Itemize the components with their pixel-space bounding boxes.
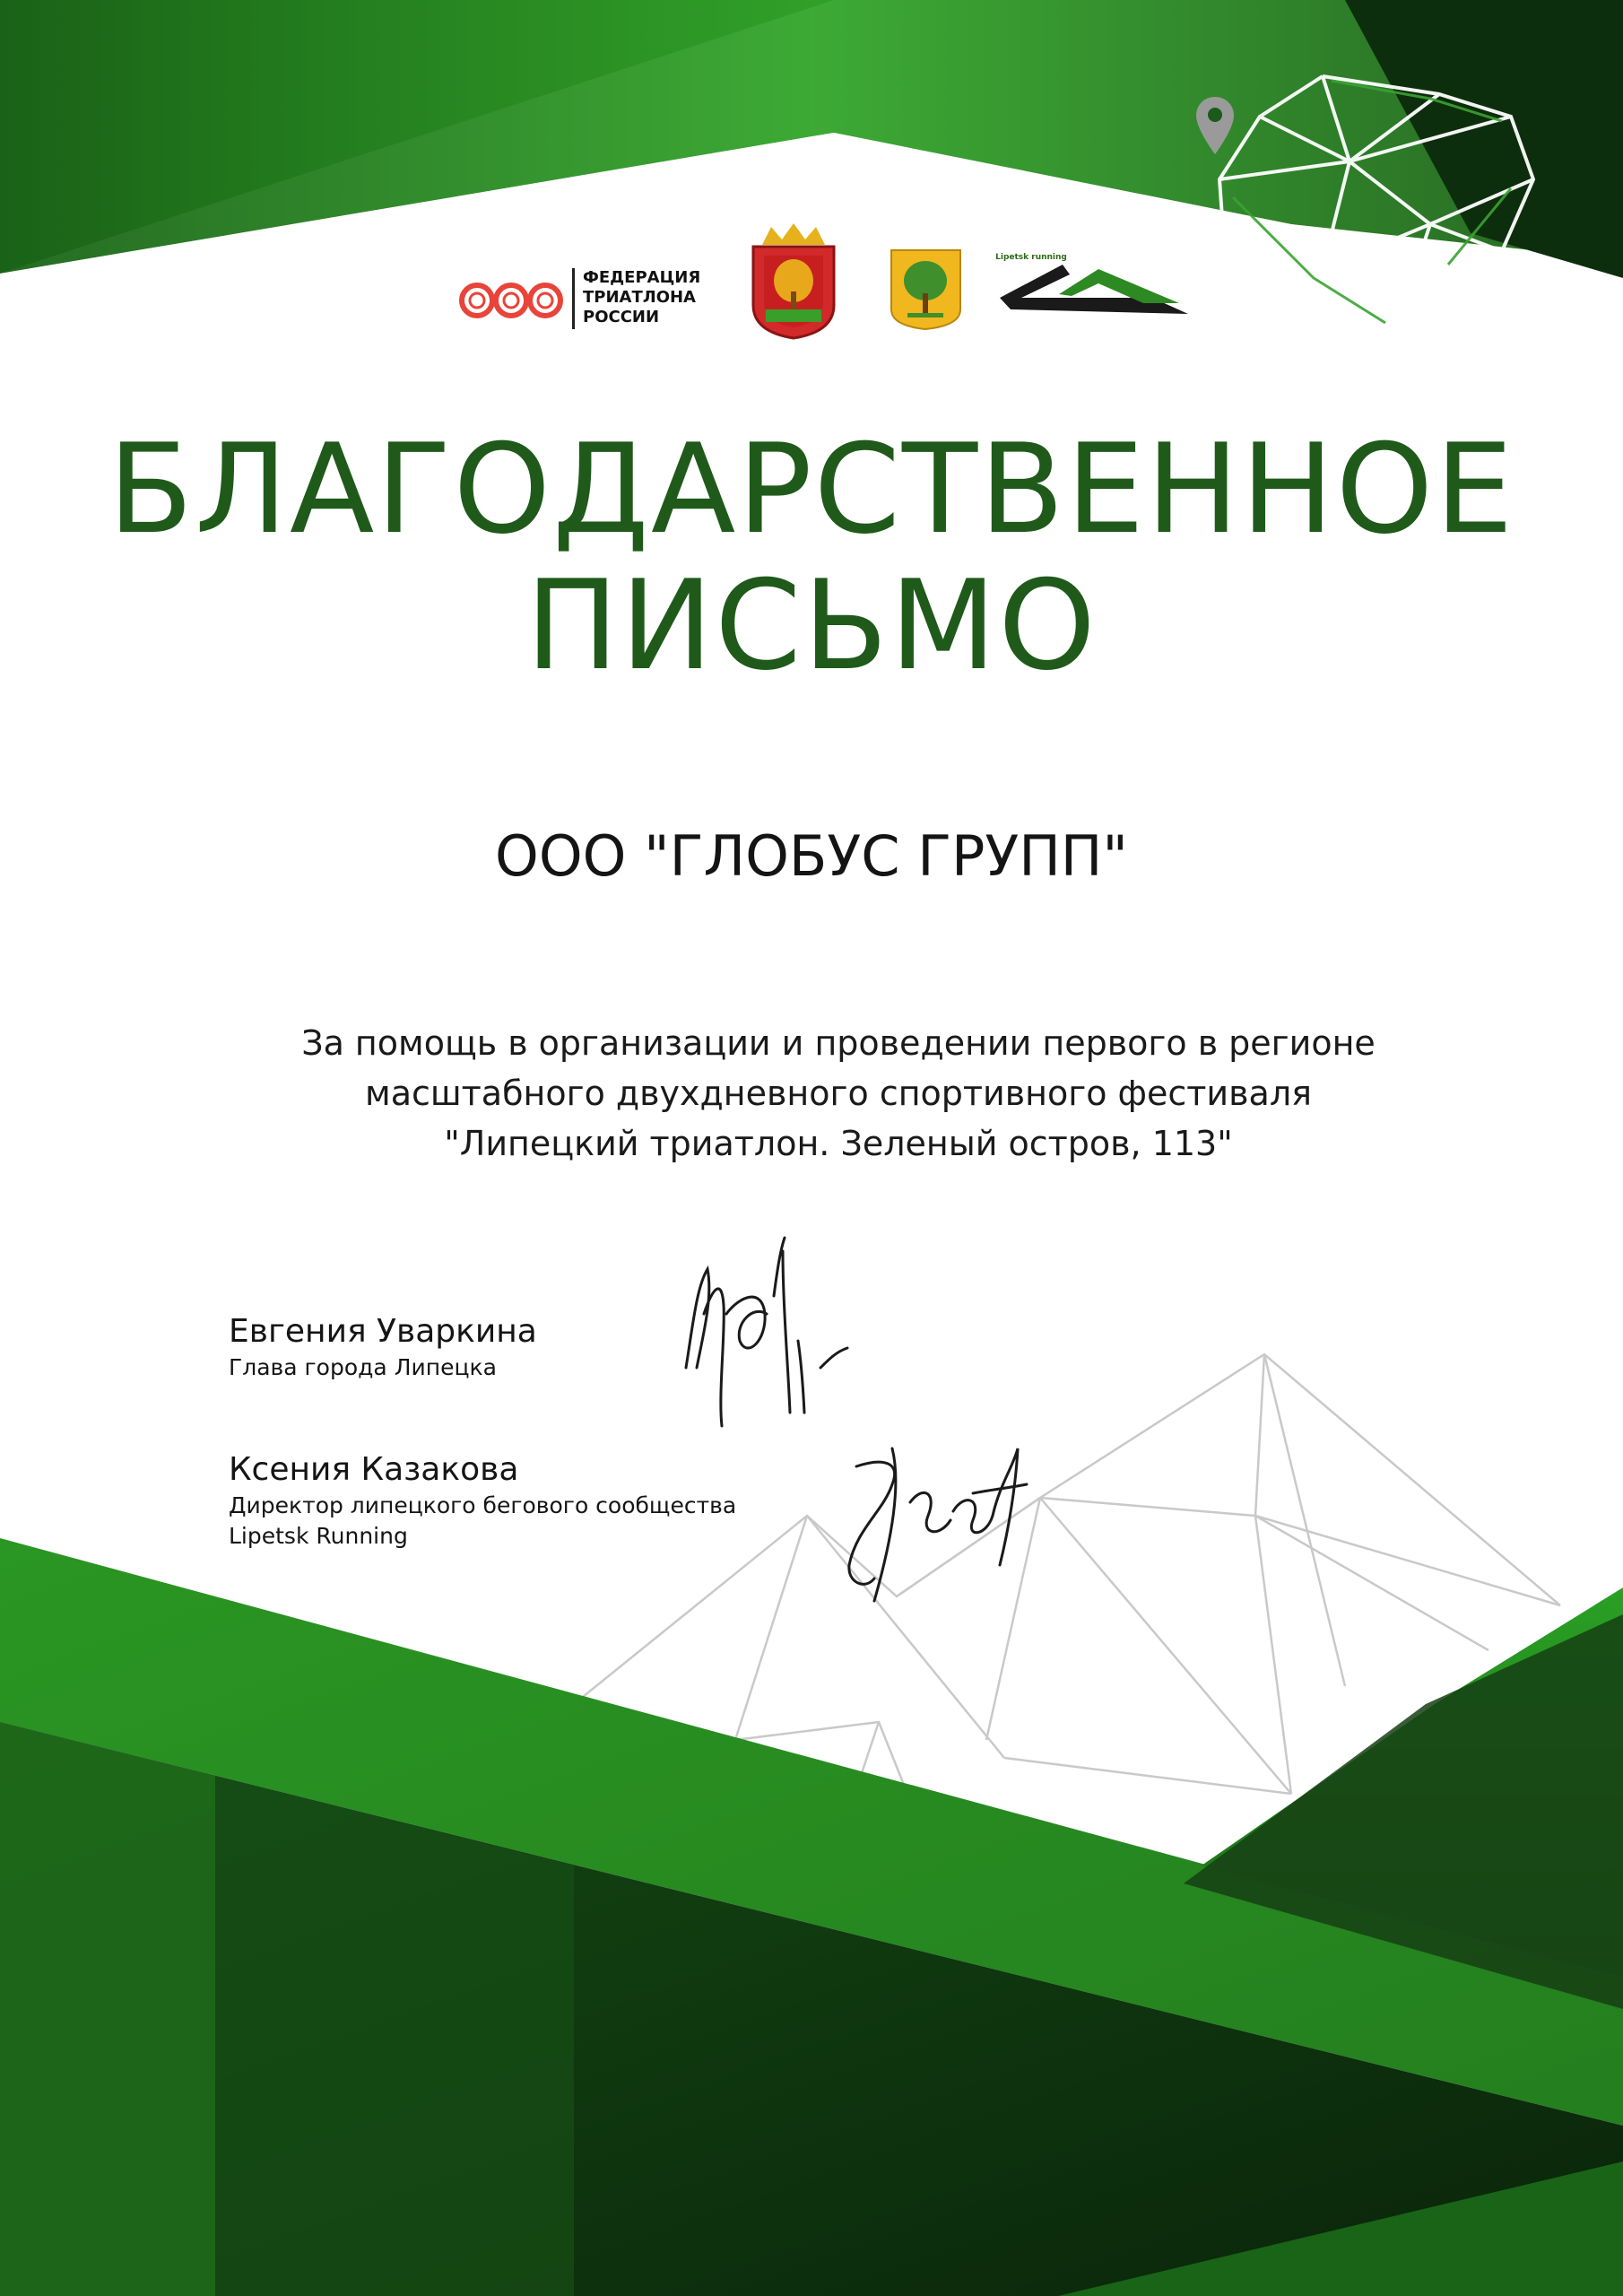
lower-left-block	[0, 1722, 215, 2296]
signature-uvarkina-icon	[677, 1233, 856, 1439]
title-line-2: ПИСЬМО	[525, 553, 1098, 698]
federation-line-1: ФЕДЕРАЦИЯ	[583, 268, 701, 287]
signer-name: Ксения Казакова	[229, 1451, 519, 1488]
recipient-name: ООО "ГЛОБУС ГРУПП"	[495, 823, 1128, 889]
signer-role	[229, 1491, 736, 1552]
lipetsk-running-logo-icon	[1000, 260, 1197, 323]
logo-divider	[572, 268, 575, 329]
federation-name	[583, 268, 717, 327]
signer-block-1	[229, 1311, 537, 1383]
title-line-1: БЛАГОДАРСТВЕННОЕ	[108, 417, 1515, 561]
signer-role-line-1: Глава города Липецка	[229, 1354, 497, 1380]
signer-block-2	[229, 1449, 736, 1552]
region-coat-of-arms-icon	[744, 220, 843, 341]
signature-kazakova-icon	[838, 1431, 1036, 1605]
signer-name: Евгения Уваркина	[229, 1313, 537, 1350]
region-map-wireframe-icon	[1215, 63, 1547, 345]
triathlon-federation-logo	[448, 265, 708, 336]
federation-line-2: ТРИАТЛОНА	[583, 288, 696, 307]
federation-line-3: РОССИИ	[583, 308, 660, 326]
signer-role-line-2: Lipetsk Running	[229, 1523, 408, 1549]
reason-text	[135, 1018, 1542, 1169]
reason-line-2: масштабного двухдневного спортивного фестиваля	[365, 1074, 1312, 1113]
reason-line-3: "Липецкий триатлон. Зеленый остров, 113"	[444, 1124, 1233, 1163]
partner-logos	[448, 211, 1219, 354]
document-title	[0, 417, 1623, 698]
reason-line-1: За помощь в организации и проведении первого в регионе	[301, 1023, 1376, 1063]
olympic-rings-icon	[457, 274, 565, 327]
running-logo-caption: Lipetsk running	[995, 253, 1067, 262]
city-coat-of-arms-icon	[888, 247, 964, 332]
signer-role	[229, 1352, 537, 1383]
signer-role-line-1: Директор липецкого бегового сообщества	[229, 1492, 737, 1518]
